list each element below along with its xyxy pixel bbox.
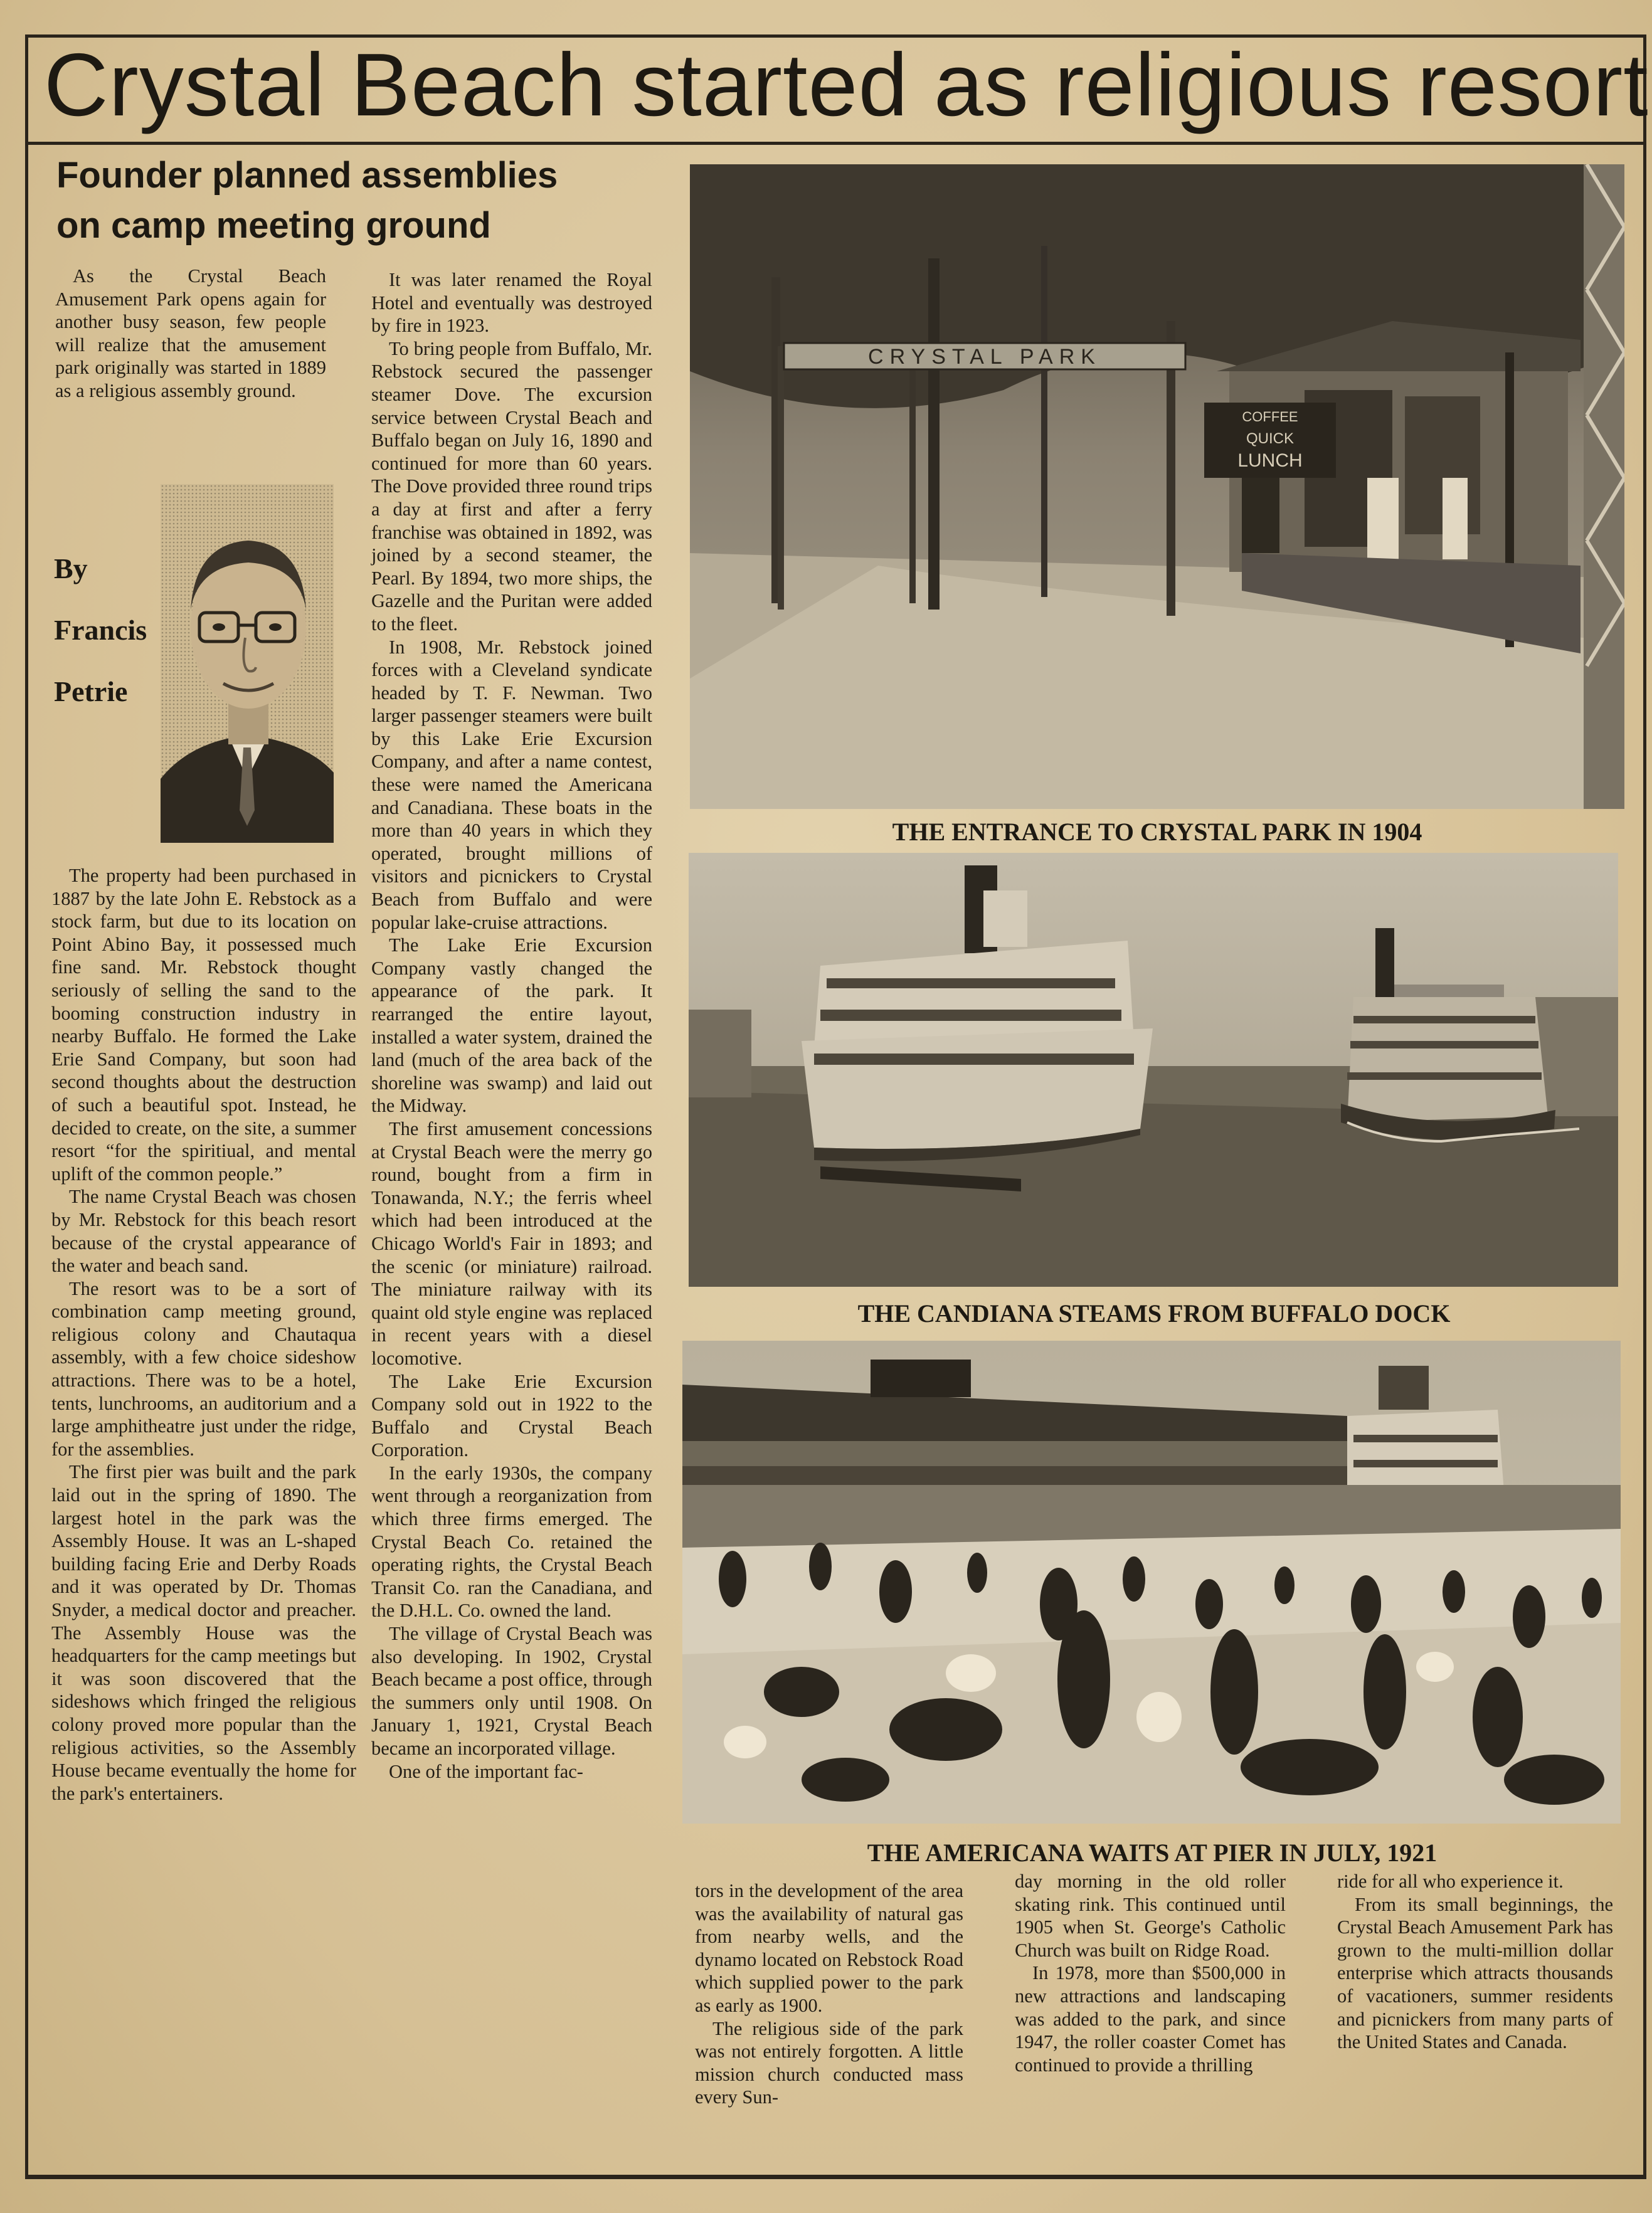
article-column-2 <box>371 268 652 1783</box>
paragraph: The Lake Erie Excursion Company vastly changed the appearance of the park. It rearranged the entire layout, installed a water system, drained the land (much of the area back of the shoreline was swamp) and laid out the Midway. <box>371 934 652 1117</box>
subhead-line-1: Founder planned assemblies <box>56 155 558 196</box>
article-column-1-top <box>55 265 326 403</box>
subhead-line-2: on camp meeting ground <box>56 205 491 246</box>
lunch-sign-quick: QUICK <box>1246 430 1295 447</box>
paragraph: The name Crystal Beach was chosen by Mr. Rebstock for this beach resort because of the crystal appearance of the water and beach sand. <box>51 1186 356 1277</box>
article-column-1-bottom <box>51 864 356 1805</box>
article-column-5 <box>1337 1870 1613 2054</box>
author-portrait <box>161 484 334 843</box>
byline <box>54 538 161 722</box>
article-column-3 <box>695 1879 963 2109</box>
paragraph: In 1978, more than $500,000 in new attractions and landscaping was added to the park, and since 1947, the roller coaster Comet has continued to provide a thrilling <box>1015 1962 1286 2076</box>
paragraph: The first amusement concessions at Crystal Beach were the merry go round, bought from a firm in Tonawanda, N.Y.; the ferris wheel which had been introduced at the Chicago World's Fair in 1893; and the scenic (or miniature) railroad. The miniature railway with its quaint old style engine was replaced in recent years with a diesel locomotive. <box>371 1117 652 1369</box>
photo-beach-pier-1921 <box>682 1341 1621 1824</box>
photo-crystal-park-entrance <box>690 164 1624 809</box>
paragraph: day morning in the old roller skating rink. This continued until 1905 when St. George's Catholic Church was built on Ridge Road. <box>1015 1871 1286 1961</box>
paragraph: One of the important fac- <box>389 1760 583 1782</box>
paragraph: ride for all who experience it. <box>1337 1871 1564 1892</box>
paragraph: As the Crystal Beach Amusement Park opens again for another busy season, few people will realize that the amusement park originally was started in 1889 as a religious assembly ground. <box>55 265 326 401</box>
byline-last-name: Petrie <box>54 675 128 707</box>
paragraph: tors in the development of the area was the availability of natural gas from nearby wells, and the dynamo located on Rebstock Road which supplied power to the park as early as 1900. <box>695 1880 963 2016</box>
headline: Crystal Beach started as religious resort <box>44 35 1649 135</box>
article-column-4 <box>1015 1870 1286 2076</box>
park-sign-text: CRYSTAL PARK <box>868 345 1101 369</box>
paragraph: The Lake Erie Excursion Company sold out in 1922 to the Buffalo and Crystal Beach Corporation. <box>371 1370 652 1461</box>
paragraph: From its small beginnings, the Crystal Beach Amusement Park has grown to the multi-million dollar enterprise which attracts thousands of vacationers, summer residents and picnickers from many parts of the United States and Canada. <box>1337 1893 1613 2053</box>
paragraph: The religious side of the park was not entirely forgotten. A little mission church conducted mass every Sun- <box>695 2017 963 2108</box>
paragraph: In 1908, Mr. Rebstock joined forces with a Cleveland syndicate headed by T. F. Newman. Two larger passenger steamers were built by this Lake Erie Excursion Company, and after a name contest, these were named the Americana and Canadiana. These boats in the more than 40 years in which they operated, brought millions of visitors and picnickers to Crystal Beach from Buffalo and were popular lake-cruise attractions. <box>371 636 652 933</box>
byline-first-name: Francis <box>54 614 147 646</box>
paragraph: The resort was to be a sort of combination camp meeting ground, religious colony and Chautaqua assembly, with a few choice sideshow attractions. There was to be a hotel, tents, lunchrooms, an auditorium and a large amphitheatre just under the ridge, for the assemblies. <box>51 1277 356 1460</box>
lunch-sign-coffee: COFFEE <box>1242 409 1298 425</box>
headline-rule <box>28 142 1643 145</box>
paragraph: To bring people from Buffalo, Mr. Rebstock secured the passenger steamer Dove. The excursion service between Crystal Beach and Buffalo began on July 16, 1890 and continued for more than 60 years. The Dove provided three round trips a day at first and after a ferry franchise was obtained in 1892, was joined by a second steamer, the Pearl. By 1894, two more ships, the Gazelle and the Puritan were added to the fleet. <box>371 337 652 635</box>
photo-caption-entrance: THE ENTRANCE TO CRYSTAL PARK IN 1904 <box>892 818 1422 846</box>
photo-caption-beach: THE AMERICANA WAITS AT PIER IN JULY, 1921 <box>867 1839 1438 1867</box>
photo-caption-steamer: THE CANDIANA STEAMS FROM BUFFALO DOCK <box>857 1299 1451 1328</box>
paragraph: It was later renamed the Royal Hotel and eventually was destroyed by fire in 1923. <box>371 269 652 337</box>
photo-canadiana-steamer <box>689 853 1618 1287</box>
paragraph: In the early 1930s, the company went through a reorganization from which three firms emerged. The Crystal Beach Co. retained the operating rights, the Crystal Beach Transit Co. ran the Canadiana, and the D.H.L. Co. owned the land. <box>371 1462 652 1622</box>
paragraph: The property had been purchased in 1887 by the late John E. Rebstock as a stock farm, but due to its location on Point Abino Bay, it possessed much fine sand. Mr. Rebstock thought seriously of selling the sand to the booming construction industry in nearby Buffalo. He formed the Lake Erie Sand Company, but soon had second thoughts about the destruction of such a beautiful spot. Instead, he decided to create, on the site, a summer resort “for the spiritiual, and mental uplift of the common people.” <box>51 865 356 1185</box>
paragraph: The village of Crystal Beach was also developing. In 1902, Crystal Beach became a post office, through the summers only until 1908. On January 1, 1921, Crystal Beach became an incorporated village. <box>371 1623 652 1759</box>
paragraph: The first pier was built and the park laid out in the spring of 1890. The largest hotel in the park was the Assembly House. It was an L-shaped building facing Erie and Derby Roads and it was operated by Dr. Thomas Snyder, a medical doctor and preacher. The Assembly House was the headquarters for the camp meetings but it was soon discovered that the sideshows which fringed the religious colony proved more popular than the religious activities, so the Assembly House became eventually the home for the park's entertainers. <box>51 1461 356 1804</box>
byline-by: By <box>54 552 88 584</box>
subhead <box>56 151 652 251</box>
bottom-rule <box>28 2175 1643 2177</box>
lunch-sign-lunch: LUNCH <box>1237 450 1303 471</box>
